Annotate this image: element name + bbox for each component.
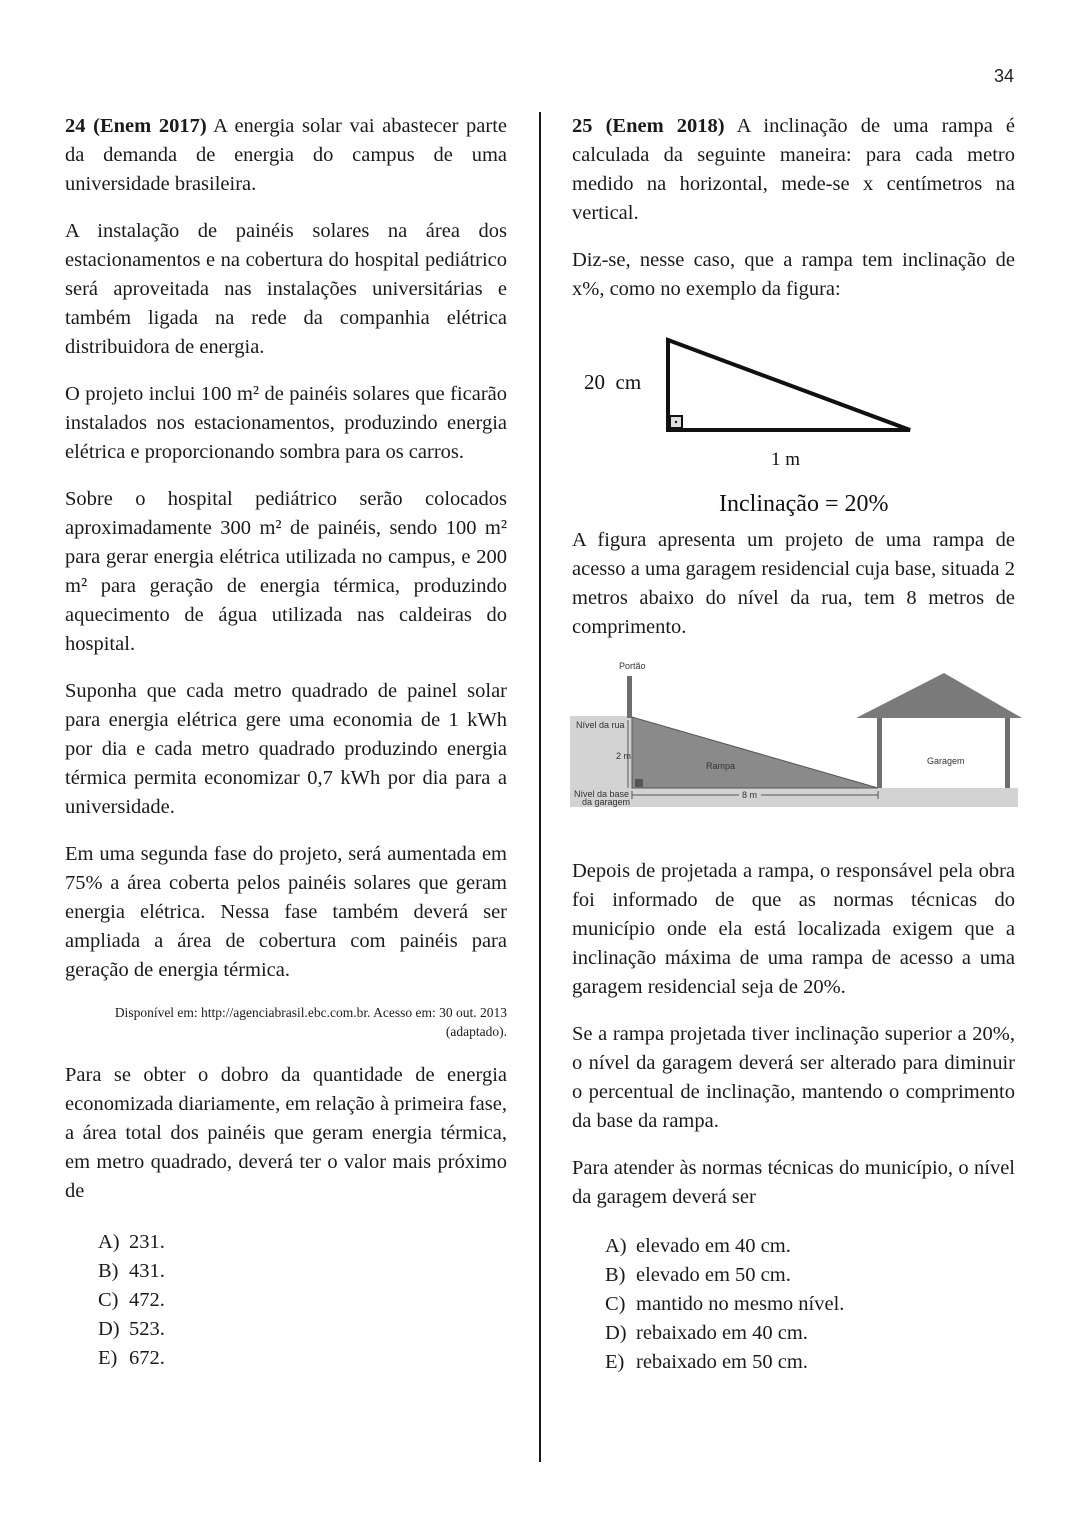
q25-number: 25: [572, 115, 593, 137]
garage-label: Garagem: [927, 756, 965, 766]
q25-paragraph-2: Diz-se, nesse caso, que a rampa tem inclinação de x%, como no exemplo da figura:: [572, 249, 1015, 300]
question-24: [65, 112, 507, 1373]
q25-source-tag: (Enem 2018): [605, 115, 725, 137]
q24-intro-text: A energia solar vai abastecer parte da demanda de energia do campus de uma universidade brasileira.: [65, 115, 508, 195]
height-label: 2 m: [616, 751, 632, 761]
q25-intro: [572, 112, 1015, 228]
base-level-label-2: da garagem: [582, 797, 631, 807]
garage-floor-ground: [570, 788, 1018, 807]
page-number: 34: [994, 66, 1015, 86]
q24-option-a: A) 231.: [98, 1231, 165, 1253]
q25-option-d: D) rebaixado em 40 cm.: [605, 1322, 808, 1344]
q24-number: 24: [65, 115, 86, 137]
ramp-right-angle-marker: [635, 779, 643, 787]
inclination-example-figure: [572, 322, 1015, 522]
q24-paragraph: Suponha que cada metro quadrado de painel solar para energia elétrica gere uma economia de 1 kWh por dia e cada metro quadrado produzindo energia térmica permita economizar 0,7 kWh por dia para a universidade.: [65, 680, 507, 818]
garage-post-right: [1005, 718, 1010, 788]
street-level-label: Nível da rua: [576, 720, 625, 730]
q25-intro-text: A inclinação de uma rampa é calculada da seguinte maneira: para cada metro medido na horizontal, mede-se x centímetros na vertical.: [572, 115, 1016, 224]
right-triangle: [668, 340, 910, 430]
height-label: 20 cm: [584, 370, 642, 394]
q25-option-e: E) rebaixado em 50 cm.: [605, 1351, 808, 1373]
ramp-diagram: [564, 660, 1024, 835]
q24-option-b: B) 431.: [98, 1260, 165, 1282]
length-label: 8 m: [742, 790, 758, 800]
column-divider: [539, 112, 541, 1462]
gate-post: [627, 676, 632, 718]
q25-option-b: B) elevado em 50 cm.: [605, 1264, 791, 1286]
q25-question: Para atender às normas técnicas do município, o nível da garagem deverá ser: [572, 1157, 1015, 1208]
ramp-shape: [632, 717, 878, 788]
base-level-label-1: Nível da base: [574, 789, 630, 799]
garage-post-left: [877, 718, 882, 788]
ramp-project-figure: [564, 660, 1015, 835]
q24-source-tag: (Enem 2017): [93, 115, 207, 137]
q24-options: [65, 1228, 507, 1373]
q25-paragraph-5: Se a rampa projetada tiver inclinação superior a 20%, o nível da garagem deverá ser alterado para diminuir o percentual de inclinação, mantendo o comprimento da base da rampa.: [572, 1023, 1015, 1132]
question-25: [572, 112, 1015, 1377]
q24-intro: [65, 112, 507, 199]
q24-source-line2: (adaptado).: [445, 1024, 507, 1039]
q24-question: Para se obter o dobro da quantidade de energia economizada diariamente, em relação à primeira fase, a área total dos painéis que geram energia térmica, em metro quadrado, deverá ter o valor mais próximo de: [65, 1064, 507, 1202]
triangle-diagram: [572, 322, 1015, 522]
q24-option-d: D) 523.: [98, 1318, 165, 1340]
garage-roof: [856, 673, 1022, 718]
q25-option-c: C) mantido no mesmo nível.: [605, 1293, 845, 1315]
q24-paragraph: A instalação de painéis solares na área dos estacionamentos e na cobertura do hospital pediátrico será aproveitada nas instalações universitárias e também ligada na rede da companhia elétrica distribuidora de energia.: [65, 220, 507, 358]
q24-source-citation: [65, 1003, 507, 1041]
q25-options: [572, 1232, 1015, 1377]
q25-paragraph-4: Depois de projetada a rampa, o responsável pela obra foi informado de que as normas técnicas do município onde ela está localizada exigem que a inclinação máxima de uma rampa de acesso a uma garagem residencial seja de 20%.: [572, 860, 1015, 998]
inclination-caption: Inclinação = 20%: [719, 491, 889, 517]
base-label: 1 m: [771, 449, 801, 470]
q24-option-e: E) 672.: [98, 1347, 165, 1369]
q24-paragraph: Sobre o hospital pediátrico serão colocados aproximadamente 300 m² de painéis, sendo 100 m² para gerar energia elétrica utilizada no campus, e 200 m² para geração de energia térmica, produzindo aquecimento de água utilizada nas caldeiras do hospital.: [65, 488, 507, 655]
q25-paragraph-3: A figura apresenta um projeto de uma rampa de acesso a uma garagem residencial cuja base, situada 2 metros abaixo do nível da rua, tem 8 metros de comprimento.: [572, 529, 1015, 638]
q24-option-c: C) 472.: [98, 1289, 165, 1311]
q24-paragraph: O projeto inclui 100 m² de painéis solares que ficarão instalados nos estacionamentos, produzindo energia elétrica e proporcionando sombra para os carros.: [65, 383, 507, 463]
q24-source-line1: Disponível em: http://agenciabrasil.ebc.com.br. Acesso em: 30 out. 2013: [114, 1005, 507, 1020]
gate-label: Portão: [619, 661, 646, 671]
q25-option-a: A) elevado em 40 cm.: [605, 1235, 791, 1257]
ramp-label: Rampa: [706, 761, 736, 771]
q24-paragraph: Em uma segunda fase do projeto, será aumentada em 75% a área coberta pelos painéis solares que geram energia elétrica. Nessa fase também deverá ser ampliada a área de cobertura com painéis para geração de energia térmica.: [65, 843, 507, 981]
